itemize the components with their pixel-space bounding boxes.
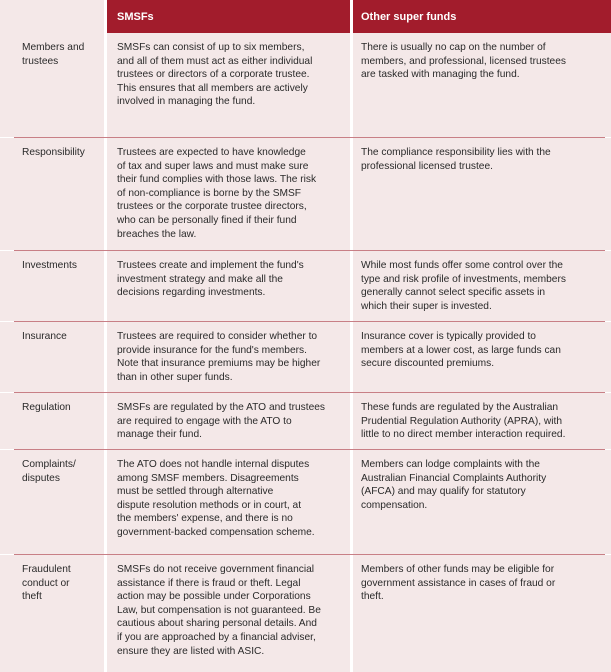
other-funds-cell — [350, 555, 611, 672]
other-funds-cell-line: theft. — [361, 591, 384, 603]
smsf-cell-line: if you are approached by a financial adviser, — [117, 631, 316, 643]
smsf-cell-line: provide insurance for the fund's members. — [117, 344, 307, 356]
table-row — [0, 393, 611, 449]
row-label — [0, 393, 104, 449]
other-funds-cell-line: professional licensed trustee. — [361, 160, 493, 172]
smsf-cell — [104, 33, 350, 137]
other-funds-cell-line: The compliance responsibility lies with the — [361, 147, 551, 158]
row-label-line: Insurance — [22, 331, 67, 342]
smsf-cell-line: Note that insurance premiums may be higher — [117, 358, 321, 370]
smsf-cell-line: among SMSF members. Disagreements — [117, 472, 299, 484]
other-funds-cell — [350, 33, 611, 137]
smsf-cell-line: manage their fund. — [117, 429, 202, 441]
smsf-cell-line: government-backed compensation scheme. — [117, 526, 315, 538]
smsf-cell-line: cautious about sharing personal details. And — [117, 618, 317, 630]
smsf-cell-line: Trustees create and implement the fund's — [117, 260, 304, 271]
smsf-cell-line: are required to engage with the ATO to — [117, 415, 292, 427]
header-blank-cell — [0, 0, 104, 33]
row-label-line: Responsibility — [22, 147, 85, 158]
smsf-cell-line: This ensures that all members are actively — [117, 82, 308, 94]
other-funds-cell-line: members, and professional, licensed trustees — [361, 55, 566, 67]
other-funds-cell-line: While most funds offer some control over the — [361, 260, 563, 271]
other-funds-cell-line: There is usually no cap on the number of — [361, 42, 546, 53]
smsf-cell-line: SMSFs do not receive government financial — [117, 564, 315, 575]
other-funds-cell-line: These funds are regulated by the Australian — [361, 402, 559, 413]
other-funds-cell-line: are tasked with managing the fund. — [361, 69, 520, 81]
smsf-cell — [104, 555, 350, 672]
row-label — [0, 450, 104, 554]
row-label — [0, 555, 104, 672]
smsf-cell-line: action may be possible under Corporations — [117, 591, 311, 603]
header-other-funds: Other super funds — [350, 0, 611, 33]
table-body — [0, 33, 611, 672]
smsf-cell-line: The ATO does not handle internal disputes — [117, 459, 310, 470]
smsf-cell-line: Trustees are expected to have knowledge — [117, 147, 306, 158]
smsf-cell-line: the members' expense, and there is no — [117, 513, 293, 525]
other-funds-cell — [350, 393, 611, 449]
table-row — [0, 138, 611, 250]
other-funds-cell-line: government assistance in cases of fraud or — [361, 577, 556, 589]
smsf-cell-line: involved in managing the fund. — [117, 96, 256, 108]
other-funds-cell-line: members at a lower cost, as large funds can — [361, 344, 561, 356]
other-funds-cell-line: Insurance cover is typically provided to — [361, 331, 536, 342]
other-funds-cell-line: type and risk profile of investments, members — [361, 273, 566, 285]
other-funds-cell-line: secure discounted premiums. — [361, 358, 495, 370]
row-label-line: Fraudulent — [22, 564, 71, 575]
smsf-cell-line: must be settled through alternative — [117, 486, 274, 498]
row-label-line: Complaints/ — [22, 459, 76, 470]
smsf-cell-line: and all of them must act as either individual — [117, 55, 313, 67]
smsf-cell-line: SMSFs are regulated by the ATO and trustees — [117, 402, 326, 413]
table-row — [0, 322, 611, 392]
smsf-cell — [104, 450, 350, 554]
smsf-cell-line: dispute resolution methods or in court, at — [117, 499, 302, 511]
other-funds-cell — [350, 138, 611, 250]
other-funds-cell-line: compensation. — [361, 499, 428, 511]
row-label-line: conduct or — [22, 577, 70, 589]
smsf-cell-line: SMSFs can consist of up to six members, — [117, 42, 305, 53]
header-smsf: SMSFs — [104, 0, 350, 33]
row-label — [0, 138, 104, 250]
table-row — [0, 450, 611, 554]
row-label-line: disputes — [22, 472, 60, 484]
smsf-cell — [104, 393, 350, 449]
other-funds-cell — [350, 322, 611, 392]
smsf-cell-line: trustees or the corporate trustee directors, — [117, 201, 307, 213]
other-funds-cell — [350, 251, 611, 321]
smsf-cell-line: decisions regarding investments. — [117, 287, 266, 299]
other-funds-cell-line: (AFCA) and may qualify for statutory — [361, 486, 526, 498]
smsf-cell — [104, 322, 350, 392]
row-label-line: Investments — [22, 260, 77, 271]
other-funds-cell — [350, 450, 611, 554]
other-funds-cell-line: little to no direct member interaction required. — [361, 429, 566, 441]
smsf-cell-line: investment strategy and make all the — [117, 273, 283, 285]
row-label-line: Regulation — [22, 402, 71, 413]
other-funds-cell-line: Australian Financial Complaints Authority — [361, 472, 547, 484]
smsf-cell-line: their fund complies with those laws. The risk — [117, 174, 317, 186]
other-funds-cell-line: which their super is invested. — [361, 300, 492, 312]
row-label — [0, 322, 104, 392]
table-header-row — [0, 0, 611, 33]
smsf-cell-line: who can be personally fined if their fund — [117, 214, 297, 226]
table-row — [0, 33, 611, 137]
smsf-cell-line: Law, but compensation is not guaranteed. Be — [117, 604, 321, 616]
smsf-cell — [104, 251, 350, 321]
smsf-cell-line: of tax and super laws and must make sure — [117, 160, 309, 172]
smsf-cell-line: of non-compliance is borne by the SMSF — [117, 187, 302, 199]
row-label — [0, 33, 104, 137]
table-row — [0, 555, 611, 672]
other-funds-cell-line: Prudential Regulation Authority (APRA), with — [361, 415, 563, 427]
row-label — [0, 251, 104, 321]
row-label-line: trustees — [22, 55, 59, 67]
smsf-cell — [104, 138, 350, 250]
table-row — [0, 251, 611, 321]
smsf-cell-line: Trustees are required to consider whether to — [117, 331, 318, 342]
smsf-cell-line: breaches the law. — [117, 228, 197, 240]
row-label-line: theft — [22, 591, 42, 603]
row-label-line: Members and — [22, 42, 85, 53]
smsf-cell-line: than in other super funds. — [117, 371, 233, 383]
other-funds-cell-line: Members of other funds may be eligible for — [361, 564, 555, 575]
smsf-cell-line: trustees or directors of a corporate trustee. — [117, 69, 310, 81]
other-funds-cell-line: Members can lodge complaints with the — [361, 459, 540, 470]
smsf-cell-line: assistance if there is fraud or theft. Legal — [117, 577, 301, 589]
smsf-cell-line: ensure they are listed with ASIC. — [117, 645, 265, 657]
other-funds-cell-line: generally cannot select specific assets in — [361, 287, 546, 299]
